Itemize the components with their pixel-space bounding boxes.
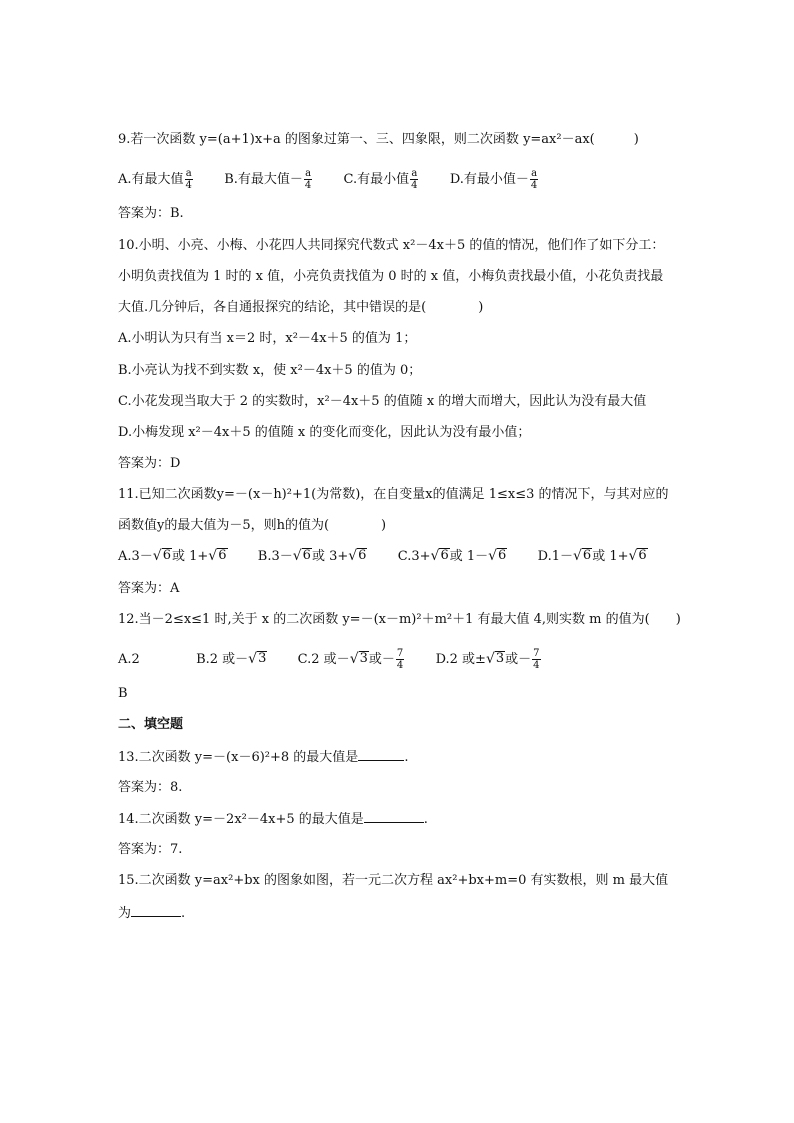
- q10-option-a: A.小明认为只有当 x＝2 时，x²－4x＋5 的值为 1；: [118, 331, 417, 346]
- q13-answer: 答案为：8.: [118, 780, 183, 795]
- q12-options: A.2 B.2 或－ √ 3 C.2 或－ √ 3 或－ $\frac{7}{4}$ D.2 或± √ 3 或－ $\frac{7}{4}$: [118, 648, 540, 671]
- sqrt-symbol: √ 6: [572, 548, 592, 564]
- sqrt-symbol: √ 6: [292, 548, 311, 564]
- q12-option-c: C.2 或－: [297, 652, 350, 667]
- q10-option-c: C.小花发现当取大于 2 的实数时，x²－4x＋5 的值随 x 的增大而增大，因此认为没有最大值: [118, 394, 647, 409]
- q10-line3: 大值.几分钟后，各自通报探究的结论，其中错误的是( ): [118, 300, 484, 315]
- q10-option-b: B.小亮认为找不到实数 x，使 x²－4x＋5 的值为 0；: [118, 363, 422, 378]
- q12-option-b: B.2 或－: [196, 652, 249, 667]
- sqrt-symbol: √ 6: [628, 548, 647, 564]
- q9-option-d: D.有最小值－: [449, 172, 529, 187]
- q9-option-b: B.有最大值－: [224, 172, 303, 187]
- q9-options: [118, 168, 539, 191]
- q9-option-a: A.有最大值: [118, 172, 184, 187]
- q11-line1: 11.已知二次函数y=－(x－h)²+1(为常数)，在自变量x的值满足 1≤x≤3 的情况下，与其对应的: [118, 487, 669, 502]
- q12-stem: 12.当－2≤x≤1 时,关于 x 的二次函数 y=－(x－m)²＋m²＋1 有最大值 4,则实数 m 的值为( ): [118, 612, 681, 627]
- q12-frac-d: $\frac{7}{4}$: [533, 648, 540, 671]
- sqrt-symbol: √ 6: [348, 548, 367, 564]
- q12-option-a: A.2: [118, 652, 140, 667]
- sqrt-symbol: √ 6: [208, 548, 227, 564]
- q11-options: A.3－ √ 6 或 1+ √ 6 B.3－ √ 6 或 3+ √ 6 C.3+ √ 6 或 1－ √ 6 D.1－ √ 6 或 1+ √ 6: [118, 548, 647, 564]
- q11-option-d: D.1－: [537, 549, 573, 564]
- sqrt-symbol: √ 3: [485, 651, 505, 667]
- sqrt-symbol: √ 6: [488, 548, 507, 564]
- q11-option-c: C.3+: [397, 549, 431, 564]
- q9-stem: 9.若一次函数 y=(a+1)x+a 的图象过第一、三、四象限，则二次函数 y=ax²－ax( ): [118, 132, 639, 147]
- q9-frac-d: $\frac{a}{4}$: [530, 168, 538, 191]
- q15-line1: 15.二次函数 y=ax²+bx 的图象如图，若一元二次方程 ax²+bx+m=0 有实数根，则 m 最大值: [118, 873, 669, 888]
- sqrt-symbol: √ 6: [430, 548, 449, 564]
- q15-line2: 为 .: [118, 906, 186, 921]
- q11-answer: 答案为：A: [118, 581, 180, 596]
- answer-blank: [364, 810, 424, 823]
- q10-line1: 10.小明、小亮、小梅、小花四人共同探究代数式 x²－4x＋5 的值的情况，他们作了如下分工：: [118, 238, 665, 253]
- q9-frac-b: $\frac{a}{4}$: [304, 168, 312, 191]
- q11-option-b: B.3－: [257, 549, 293, 564]
- q11-line2: 函数值y的最大值为－5，则h的值为( ): [118, 518, 387, 533]
- q13-stem: 13.二次函数 y=－(x－6)²+8 的最大值是 .: [118, 750, 409, 765]
- q14-answer: 答案为：7.: [118, 842, 183, 857]
- sqrt-symbol: √ 3: [248, 651, 267, 667]
- answer-blank: [358, 748, 404, 761]
- section-title: 二、填空题: [118, 717, 184, 732]
- q12-answer: B: [118, 686, 128, 701]
- q12-frac-c: $\frac{7}{4}$: [396, 648, 404, 671]
- q9-frac-a: $\frac{a}{4}$: [185, 168, 192, 191]
- q10-answer: 答案为：D: [118, 456, 181, 471]
- q10-option-d: D.小梅发现 x²－4x＋5 的值随 x 的变化而变化，因此认为没有最小值；: [118, 425, 531, 440]
- sqrt-symbol: √ 3: [349, 651, 368, 667]
- q9-option-c: C.有最小值: [343, 172, 410, 187]
- answer-blank: [131, 904, 181, 917]
- sqrt-symbol: √ 6: [152, 548, 171, 564]
- q10-line2: 小明负责找值为 1 时的 x 值，小亮负责找值为 0 时的 x 值，小梅负责找最小值，小花负责找最: [118, 269, 664, 284]
- q9-frac-c: $\frac{a}{4}$: [411, 168, 418, 191]
- q11-option-a: A.3－: [118, 549, 153, 564]
- q9-answer: 答案为：B.: [118, 206, 184, 221]
- q12-option-d: D.2 或±: [435, 652, 486, 667]
- q14-stem: 14.二次函数 y=－2x²－4x+5 的最大值是 .: [118, 812, 428, 827]
